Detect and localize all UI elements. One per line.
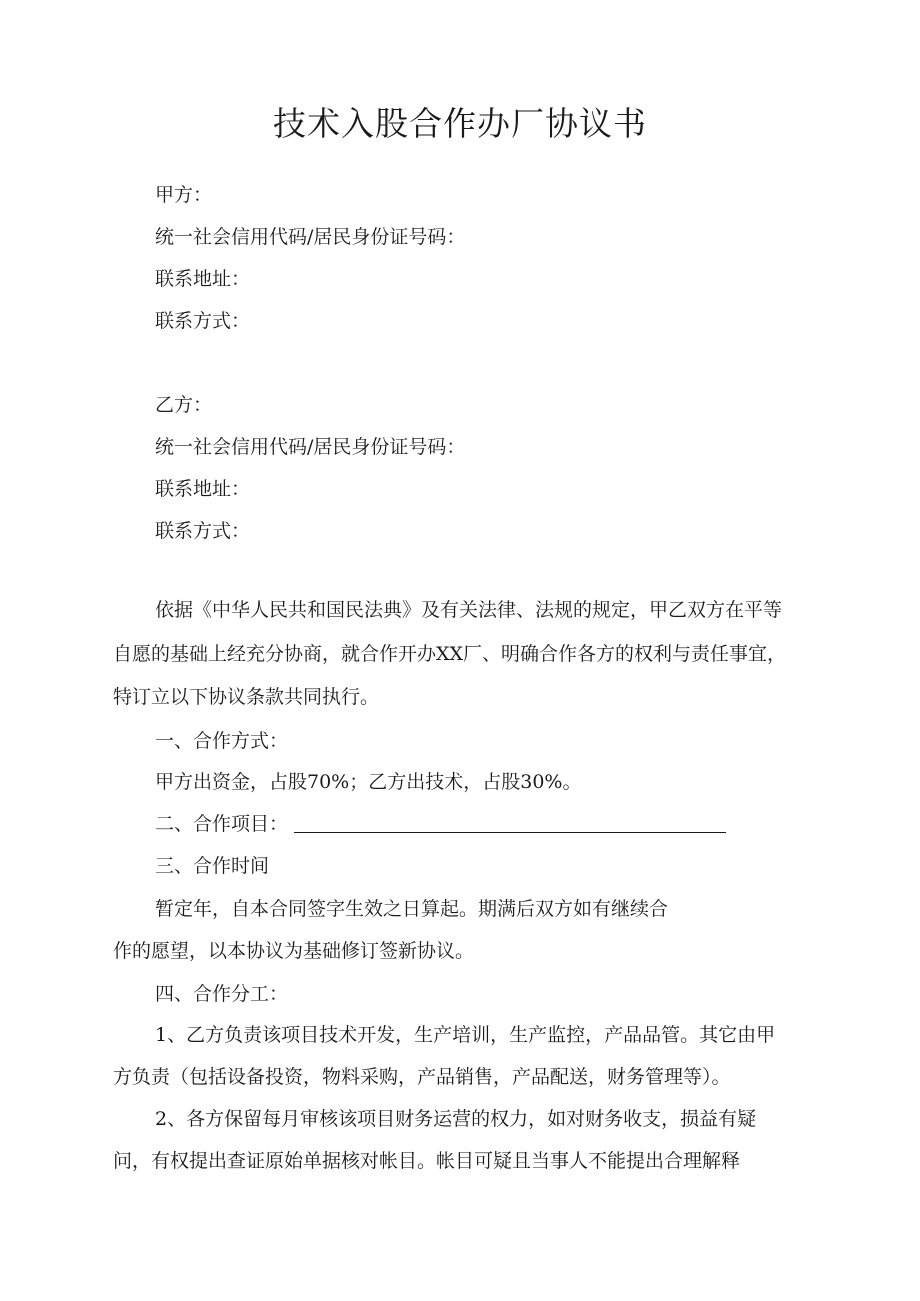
section-3-body-line: 作的愿望，以本协议为基础修订签新协议。 xyxy=(113,940,475,962)
party-a-label: 甲方： xyxy=(155,184,213,206)
section-1-body: 甲方出资金，占股70%；乙方出技术，占股30%。 xyxy=(155,771,582,793)
party-a-address-label: 联系地址： xyxy=(155,268,251,290)
section-4-item-2-line: 问，有权提出查证原始单据核对帐目。帐目可疑且当事人不能提出合理解释 xyxy=(113,1150,741,1172)
preamble-line: 自愿的基础上经充分协商，就合作开办XX厂、明确合作各方的权利与责任事宜， xyxy=(113,643,787,665)
section-4-item-1-line: 1、乙方负责该项目技术开发，生产培训，生产监控，产品品管。其它由甲 xyxy=(155,1024,776,1046)
section-3-heading: 三、合作时间 xyxy=(155,855,270,877)
party-b-contact-label: 联系方式： xyxy=(155,520,251,542)
preamble-line: 依据《中华人民共和国民法典》及有关法律、法规的规定，甲乙双方在平等 xyxy=(155,599,783,621)
section-1-heading: 一、合作方式： xyxy=(155,730,289,752)
section-4-item-1-line: 方负责（包括设备投资，物料采购，产品销售，产品配送，财务管理等）。 xyxy=(113,1066,731,1088)
section-2-heading: 二、合作项目： xyxy=(155,813,289,835)
party-b-address-label: 联系地址： xyxy=(155,478,251,500)
party-b-label: 乙方： xyxy=(155,394,213,416)
section-4-heading: 四、合作分工： xyxy=(155,983,289,1005)
section-3-body-line: 暂定年，自本合同签字生效之日算起。期满后双方如有继续合 xyxy=(155,898,669,920)
section-2-line xyxy=(155,810,726,838)
section-4-item-2-line: 2、各方保留每月审核该项目财务运营的权力，如对财务收支，损益有疑 xyxy=(155,1108,757,1130)
party-a-contact-label: 联系方式： xyxy=(155,310,251,332)
preamble-line: 特订立以下协议条款共同执行。 xyxy=(113,686,380,708)
party-b-id-label: 统一社会信用代码/居民身份证号码： xyxy=(155,436,466,458)
document-title: 技术入股合作办厂协议书 xyxy=(273,104,647,143)
party-a-id-label: 统一社会信用代码/居民身份证号码： xyxy=(155,226,466,248)
project-blank-field xyxy=(294,812,726,833)
